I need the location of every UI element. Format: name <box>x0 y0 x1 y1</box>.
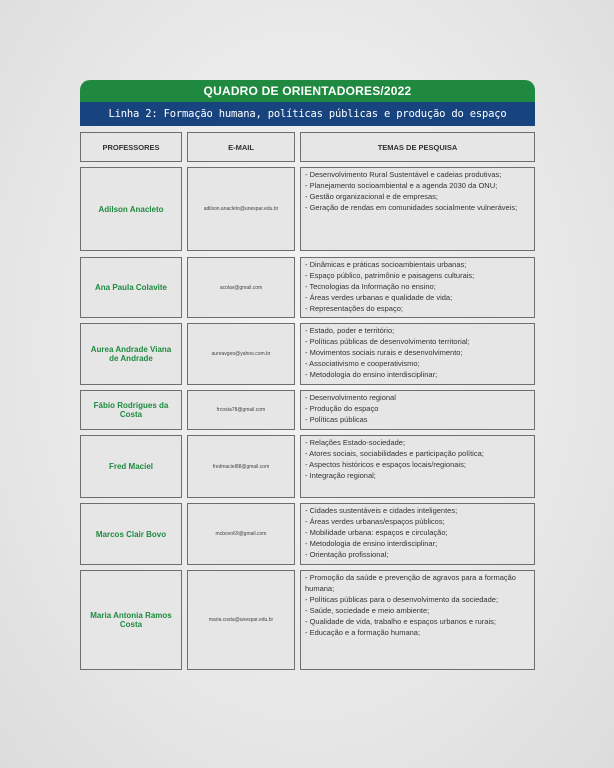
research-topic: - Metodologia do ensino interdisciplinar; <box>305 370 438 379</box>
research-topics <box>300 323 535 385</box>
table-subtitle: Linha 2: Formação humana, políticas públicas e produção do espaço <box>80 102 535 126</box>
research-topic: - Tecnologias da Informação no ensino; <box>305 282 436 291</box>
research-topic: - Desenvolvimento regional <box>305 393 396 402</box>
research-topic: - Produção do espaço <box>305 404 379 413</box>
research-topics <box>300 503 535 565</box>
research-topic: - Aspectos históricos e espaços locais/regionais; <box>305 460 466 469</box>
research-topic: - Gestão organizacional e de empresas; <box>305 192 438 201</box>
professor-email: adilson.anacleto@unespar.edu.br <box>187 167 295 251</box>
professor-name: Marcos Clair Bovo <box>80 503 182 565</box>
research-topic: - Planejamento socioambiental e a agenda 2030 da ONU; <box>305 181 498 190</box>
professor-email: acolav@gmail.com <box>187 257 295 318</box>
professor-email: mcbovo69@gmail.com <box>187 503 295 565</box>
professor-name: Adilson Anacleto <box>80 167 182 251</box>
research-topic: - Políticas públicas <box>305 415 368 424</box>
research-topic: - Políticas públicas de desenvolvimento territorial; <box>305 337 470 346</box>
research-topic: - Metodologia de ensino interdisciplinar; <box>305 539 438 548</box>
research-topic: - Educação e a formação humana; <box>305 628 421 637</box>
research-topic: - Atores sociais, sociabilidades e participação política; <box>305 449 484 458</box>
research-topic: - Movimentos sociais rurais e desenvolvimento; <box>305 348 463 357</box>
research-topics <box>300 167 535 251</box>
research-topic: - Políticas públicas para o desenvolvimento da sociedade; <box>305 595 499 604</box>
research-topic: - Áreas verdes urbanas e qualidade de vida; <box>305 293 453 302</box>
professor-name: Aurea Andrade Viana de Andrade <box>80 323 182 385</box>
research-topic: - Dinâmicas e práticas socioambientais urbanas; <box>305 260 467 269</box>
professor-email: aureavgeo@yahoo.com.br <box>187 323 295 385</box>
research-topic: - Espaço público, patrimônio e paisagens culturais; <box>305 271 475 280</box>
research-topic: - Integração regional; <box>305 471 376 480</box>
research-topics <box>300 390 535 430</box>
professor-email: maria.costa@unespar.edu.br <box>187 570 295 670</box>
header-email: E-MAIL <box>187 132 295 162</box>
research-topic: - Geração de rendas em comunidades socialmente vulneráveis; <box>305 203 518 212</box>
research-topic: - Orientação profissional; <box>305 550 389 559</box>
research-topic: - Áreas verdes urbanas/espaços públicos; <box>305 517 445 526</box>
research-topic: - Relações Estado-sociedade; <box>305 438 406 447</box>
research-topic: - Cidades sustentáveis e cidades inteligentes; <box>305 506 458 515</box>
research-topic: - Mobilidade urbana: espaços e circulação; <box>305 528 448 537</box>
header-temas: TEMAS DE PESQUISA <box>300 132 535 162</box>
professor-name: Maria Antonia Ramos Costa <box>80 570 182 670</box>
research-topic: - Estado, poder e território; <box>305 326 395 335</box>
research-topic: - Associativismo e cooperativismo; <box>305 359 420 368</box>
professor-name: Fábio Rodrigues da Costa <box>80 390 182 430</box>
research-topic: - Promoção da saúde e prevenção de agravos para a formação humana; <box>305 573 516 593</box>
table-title: QUADRO DE ORIENTADORES/2022 <box>80 80 535 102</box>
research-topic: - Representações do espaço; <box>305 304 403 313</box>
research-topics <box>300 257 535 318</box>
research-topic: - Qualidade de vida, trabalho e espaços urbanos e rurais; <box>305 617 496 626</box>
research-topics <box>300 570 535 670</box>
professor-name: Ana Paula Colavite <box>80 257 182 318</box>
research-topics <box>300 435 535 498</box>
professor-name: Fred Maciel <box>80 435 182 498</box>
research-topic: - Saúde, sociedade e meio ambiente; <box>305 606 430 615</box>
header-professores: PROFESSORES <box>80 132 182 162</box>
research-topic: - Desenvolvimento Rural Sustentável e cadeias produtivas; <box>305 170 502 179</box>
professor-email: fredmaciel88@gmail.com <box>187 435 295 498</box>
professor-email: frcosta78@gmail.com <box>187 390 295 430</box>
